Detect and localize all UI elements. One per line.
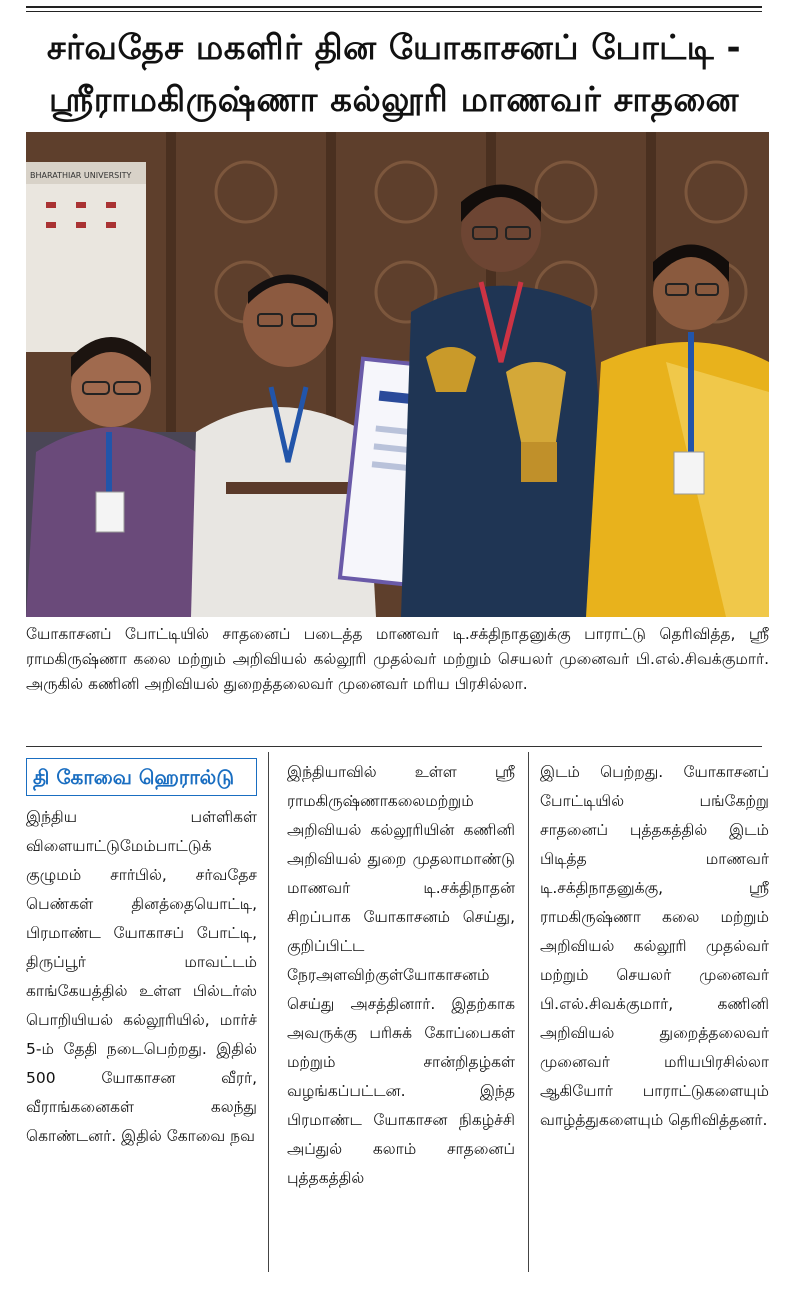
caption-divider: [26, 746, 762, 747]
masthead-label: தி கோவை ஹெரால்டு: [26, 758, 257, 796]
article-column-1: இந்திய பள்ளிகள் விளையாட்டுமேம்பாட்டுக் குழுமம் சார்பில், சர்வதேச பெண்கள் தினத்தையொட்டி, பிரமாண்ட யோகாசப் போட்டி, திருப்பூர் மாவட்டம் காங்கேயத்தில் உள்ள பில்டர்ஸ் பொறியியல் கல்லூரியில், மார்ச் 5-ம் தேதி நடைபெற்றது. இதில் 500 யோகாசன வீரர், வீராங்கனைகள் கலந்து கொண்டனர். இதில் கோவை நவ: [26, 808, 257, 1145]
top-border-rule: [26, 6, 762, 8]
news-photo: [26, 132, 769, 617]
calendar-banner-text: BHARATHIAR UNIVERSITY: [30, 171, 132, 180]
column-divider-2: [528, 752, 529, 1272]
article-column-3: இடம் பெற்றது. யோகாசனப் போட்டியில் பங்கேற்று சாதனைப் புத்தகத்தில் இடம் பிடித்த மாணவர் டி.சக்திநாதனுக்கு, ஸ்ரீ ராமகிருஷ்ணா கலை மற்றும் அறிவியல் கல்லூரி முதல்வர் மற்றும் செயலர் முனைவர் பி.எல்.சிவக்குமார், கணினி அறிவியல் துறைத்தலைவர் முனைவர் மரியபிரசில்லா ஆகியோர் பாராட்டுகளையும் வாழ்த்துகளையும் தெரிவித்தனர்.: [540, 763, 769, 1129]
top-border-rule-thin: [26, 11, 762, 12]
headline-line-2: ஸ்ரீராமகிருஷ்ணா கல்லூரி மாணவர் சாதனை: [49, 80, 739, 120]
headline: [26, 22, 762, 126]
column-divider-1: [268, 752, 269, 1272]
article-column-2: இந்தியாவில் உள்ள ஸ்ரீ ராமகிருஷ்ணாகலைமற்றும் அறிவியல் கல்லூரியின் கணினி அறிவியல் துறை முதலாமாண்டு மாணவர் டி.சக்திநாதன் சிறப்பாக யோகாசனம் செய்து, குறிப்பிட்ட நேரஅளவிற்குள்யோகாசனம் செய்து அசத்தினார். இதற்காக அவருக்கு பரிசுக் கோப்பைகள் மற்றும் சான்றிதழ்கள் வழங்கப்பட்டன. இந்த பிரமாண்ட யோகாசன நிகழ்ச்சி அப்துல் கலாம் சாதனைப் புத்தகத்தில்: [287, 763, 515, 1187]
photo-caption: யோகாசனப் போட்டியில் சாதனைப் படைத்த மாணவர் டி.சக்திநாதனுக்கு பாராட்டு தெரிவித்த, ஸ்ரீ ராமகிருஷ்ணா கலை மற்றும் அறிவியல் கல்லூரி முதல்வர் மற்றும் செயலர் முனைவர் பி.எல்.சிவக்குமார். அருகில் கணினி அறிவியல் துறைத்தலைவர் முனைவர் மரிய பிரசில்லா.: [26, 625, 769, 693]
headline-line-1: சர்வதேச மகளிர் தின யோகாசனப் போட்டி -: [46, 28, 742, 68]
photo-illustration: [26, 132, 769, 617]
